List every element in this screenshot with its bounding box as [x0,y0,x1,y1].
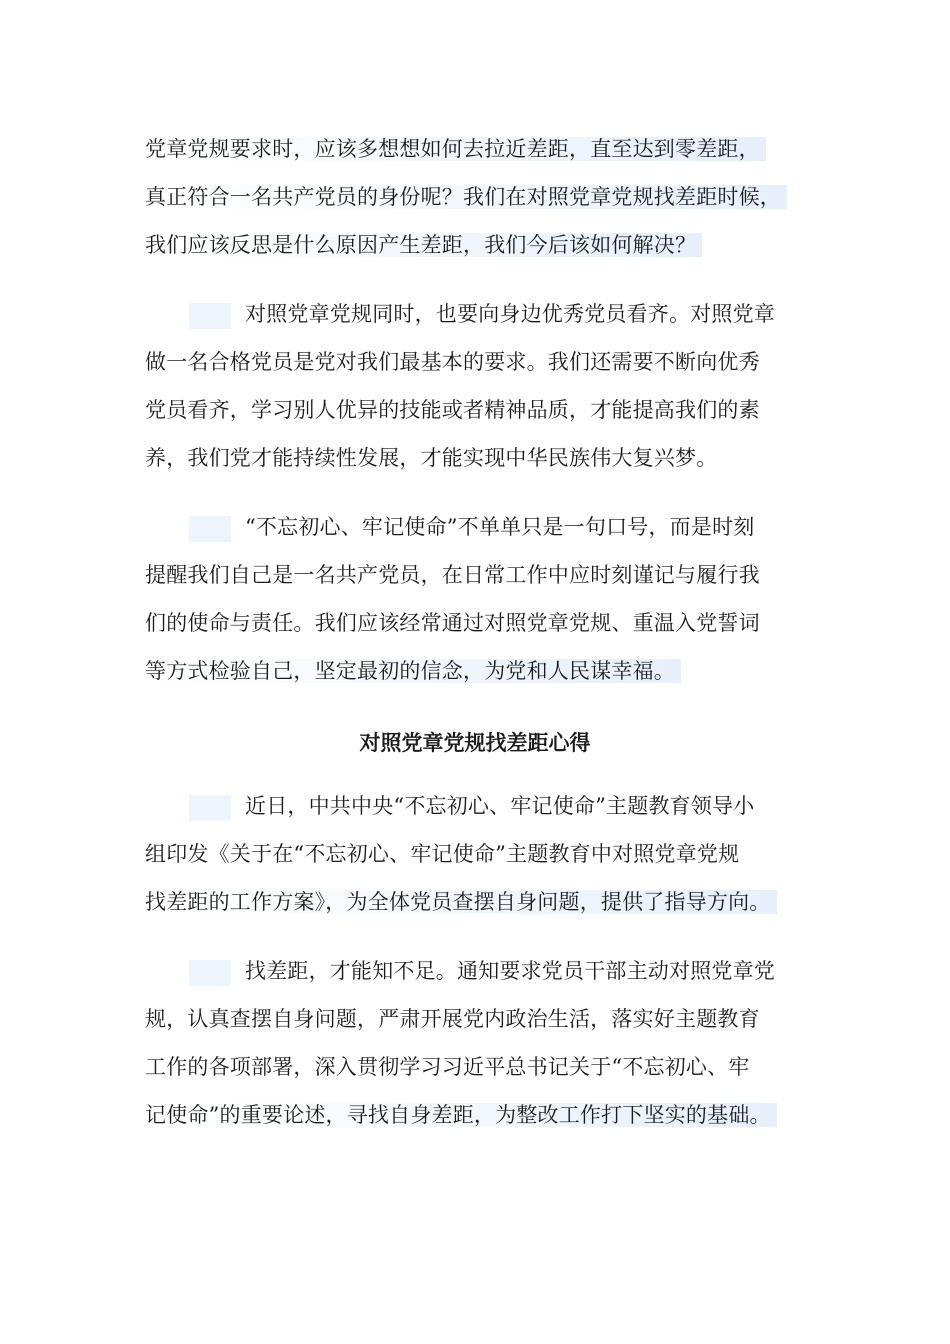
paragraph-line [189,956,835,1004]
line-text: 近日，中共中央“不忘初心、牢记使命”主题教育领导小 [245,794,755,818]
line-text: 找差距的工作方案》，为全体党员查摆自身问题，提供了指导方向。 [145,890,777,914]
line-text: “不忘初心、牢记使命”不单单只是一句口号，而是时刻 [245,515,755,539]
paragraph-line [145,134,835,182]
paragraph-line [145,656,835,704]
line-text: 提醒我们自己是一名共产党员，在日常工作中应时刻谨记与履行我 [145,563,760,587]
paragraph-4 [145,791,835,935]
line-text: 记使命”的重要论述，寻找自身差距，为整改工作打下坚实的基础。 [145,1103,777,1127]
paragraph-line [145,1052,835,1100]
line-text: 做一名合格党员是党对我们最基本的要求。我们还需要不断向优秀 [145,350,760,374]
paragraph-line [145,395,835,443]
paragraph-line [145,1004,835,1052]
paragraph-line [189,299,835,347]
line-text: 们的使命与责任。我们应该经常通过对照党章党规、重温入党誓词 [145,611,760,635]
indent-highlight [189,960,231,986]
line-text: 找差距，才能知不足。通知要求党员干部主动对照党章党 [245,959,775,983]
paragraph-line [145,443,835,491]
line-text: 党员看齐，学习别人优异的技能或者精神品质，才能提高我们的素 [145,398,760,422]
line-text: 等方式检验自己，坚定最初的信念，为党和人民谋幸福。 [145,659,681,683]
line-text: 党章党规要求时，应该多想想如何去拉近差距，直至达到零差距， [145,137,766,161]
indent-highlight [189,303,231,329]
indent-highlight [189,795,231,821]
paragraph-line [145,347,835,395]
paragraph-line [145,182,835,230]
paragraph-line [145,560,835,608]
paragraph-3 [145,512,835,704]
paragraph-line [145,608,835,656]
section-heading: 对照党章党规找差距心得 [359,731,591,755]
paragraph-2 [145,299,835,491]
paragraph-line [145,887,835,935]
paragraph-line [189,512,835,560]
line-text: 养，我们党才能持续性发展，才能实现中华民族伟大复兴梦。 [145,446,718,470]
line-text: 组印发《关于在“不忘初心、牢记使命”主题教育中对照党章党规 [145,842,740,866]
paragraph-line [145,1100,835,1148]
line-text: 规，认真查摆自身问题，严肃开展党内政治生活，落实好主题教育 [145,1007,760,1031]
paragraph-line [145,230,835,278]
line-text: 对照党章党规同时，也要向身边优秀党员看齐。对照党章 [245,302,775,326]
paragraph-line [145,839,835,887]
line-text: 我们应该反思是什么原因产生差距，我们今后该如何解决？ [145,233,702,257]
line-text: 真正符合一名共产党员的身份呢？我们在对照党章党规找差距时候， [145,185,787,209]
line-text: 工作的各项部署，深入贯彻学习习近平总书记关于“不忘初心、牢 [145,1055,750,1079]
paragraph-5 [145,956,835,1148]
paragraph-line [189,791,835,839]
paragraph-1 [145,134,835,278]
indent-highlight [189,516,231,542]
